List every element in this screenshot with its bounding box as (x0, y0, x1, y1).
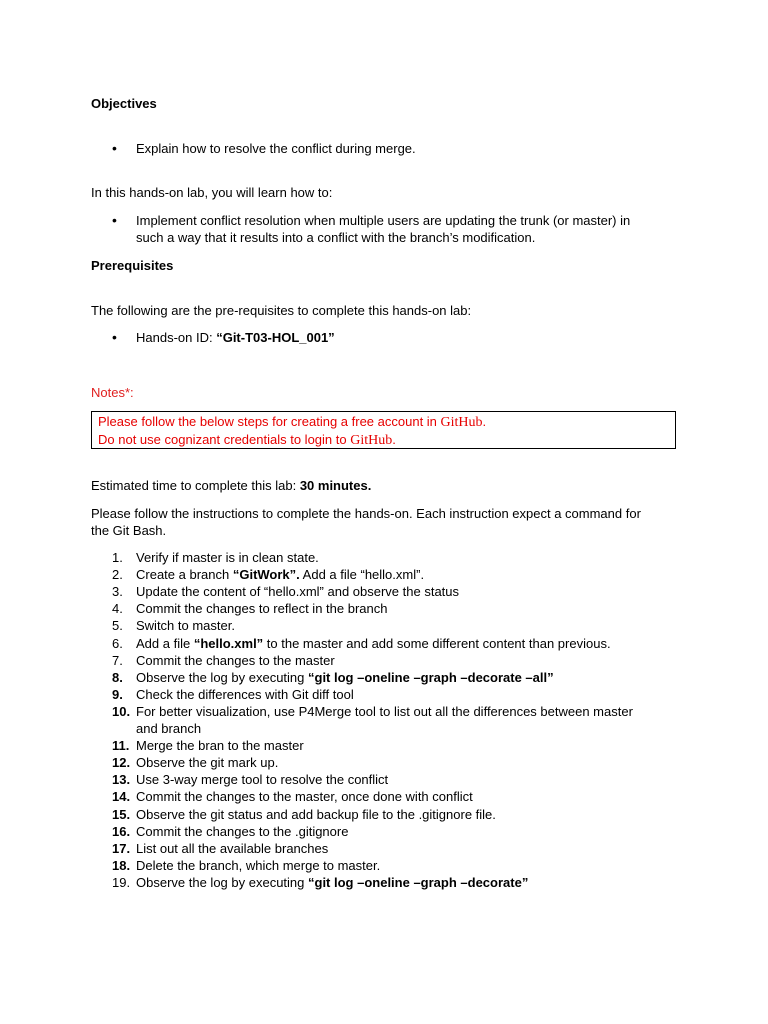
bullet-icon: • (112, 140, 117, 156)
objective-item: Explain how to resolve the conflict during merge. (136, 141, 416, 156)
step-emphasis: “GitWork”. (232, 567, 300, 583)
notes-line-1 (98, 414, 486, 431)
prerequisites-heading: Prerequisites (91, 258, 174, 273)
step-text: Verify if master is in clean state. (136, 550, 319, 565)
step-number: 15. (112, 806, 131, 822)
estimated-time (91, 478, 371, 493)
prerequisite-item (136, 330, 335, 345)
step-text-continued: and branch (136, 721, 202, 736)
objectives-heading: Objectives (91, 96, 157, 111)
notes-line-1-text: Please follow the below steps for creating a free account in (98, 414, 441, 429)
notes-line-2-text: Do not use cognizant credentials to login to (98, 432, 351, 447)
step-number: 10. (112, 703, 131, 719)
step-text: Use 3-way merge tool to resolve the conflict (136, 772, 389, 788)
step-text: Switch to master. (136, 618, 235, 634)
step-number: 17. (112, 840, 131, 856)
step-emphasis: “hello.xml” (193, 635, 264, 651)
step-text: Commit the changes to the .gitignore (136, 823, 349, 839)
step-number: 4. (112, 601, 123, 617)
estimated-time-value: 30 minutes. (299, 478, 372, 493)
step-text: Observe the log by executing “git log –oneline –graph –decorate –all” (136, 669, 554, 685)
step-number: 14. (112, 789, 131, 805)
step-number: 9. (112, 686, 123, 702)
bullet-icon: • (112, 329, 117, 345)
step-number: 16. (112, 823, 131, 839)
learn-intro: In this hands-on lab, you will learn how to: (91, 185, 333, 200)
github-brand: GitHub (440, 415, 483, 430)
step-text: Observe the git status and add backup file to the .gitignore file. (136, 806, 496, 822)
learn-item-line1: Implement conflict resolution when multiple users are updating the trunk (or master) in (136, 213, 631, 228)
step-text: Observe the git mark up. (136, 755, 279, 771)
estimated-time-label: Estimated time to complete this lab: (91, 478, 300, 493)
step-text: Merge the bran to the master (136, 738, 304, 754)
bullet-icon: • (112, 212, 117, 228)
step-text: Commit the changes to reflect in the branch (136, 601, 388, 617)
hands-on-id: “Git-T03-HOL_001” (216, 330, 335, 345)
step-text: Add a file “hello.xml” to the master and add some different content than previous. (136, 635, 611, 651)
step-text: Commit the changes to the master (136, 652, 335, 668)
notes-line-2 (98, 432, 396, 449)
step-number: 6. (112, 635, 123, 651)
learn-item-line2: such a way that it results into a conflict with the branch’s modification. (136, 230, 536, 245)
step-text: List out all the available branches (136, 840, 329, 856)
step-number: 7. (112, 652, 123, 668)
instructions-line1: Please follow the instructions to complete the hands-on. Each instruction expect a command for (91, 506, 641, 521)
notes-box (91, 411, 676, 449)
step-number: 18. (112, 857, 131, 873)
step-number: 11. (112, 738, 130, 754)
step-number: 13. (112, 772, 131, 788)
prerequisite-label: Hands-on ID: (136, 330, 217, 345)
step-text: For better visualization, use P4Merge tool to list out all the differences between master (136, 703, 633, 719)
step-number: 1. (112, 550, 123, 565)
notes-line-2-end: . (392, 432, 396, 447)
step-text: Commit the changes to the master, once done with conflict (136, 789, 473, 805)
step-text: Create a branch “GitWork”. Add a file “hello.xml”. (136, 567, 425, 583)
step-number: 8. (112, 669, 123, 685)
step-number: 2. (112, 567, 123, 583)
step-number: 5. (112, 618, 123, 634)
step-emphasis: “git log –oneline –graph –decorate” (308, 874, 529, 890)
step-emphasis: “git log –oneline –graph –decorate –all” (308, 669, 554, 685)
step-text: Delete the branch, which merge to master. (136, 857, 381, 873)
step-number: 12. (112, 755, 131, 771)
step-text: Observe the log by executing “git log –oneline –graph –decorate” (136, 874, 529, 890)
step-number: 19. (112, 874, 131, 890)
github-brand: GitHub (350, 433, 393, 448)
instructions-line2: the Git Bash. (91, 523, 167, 538)
step-text: Update the content of “hello.xml” and observe the status (136, 584, 460, 600)
step-text: Check the differences with Git diff tool (136, 686, 354, 702)
prerequisites-intro: The following are the pre-requisites to complete this hands-on lab: (91, 303, 472, 318)
notes-label: Notes*: (91, 385, 134, 400)
notes-line-1-end: . (482, 414, 487, 429)
step-number: 3. (112, 584, 123, 600)
